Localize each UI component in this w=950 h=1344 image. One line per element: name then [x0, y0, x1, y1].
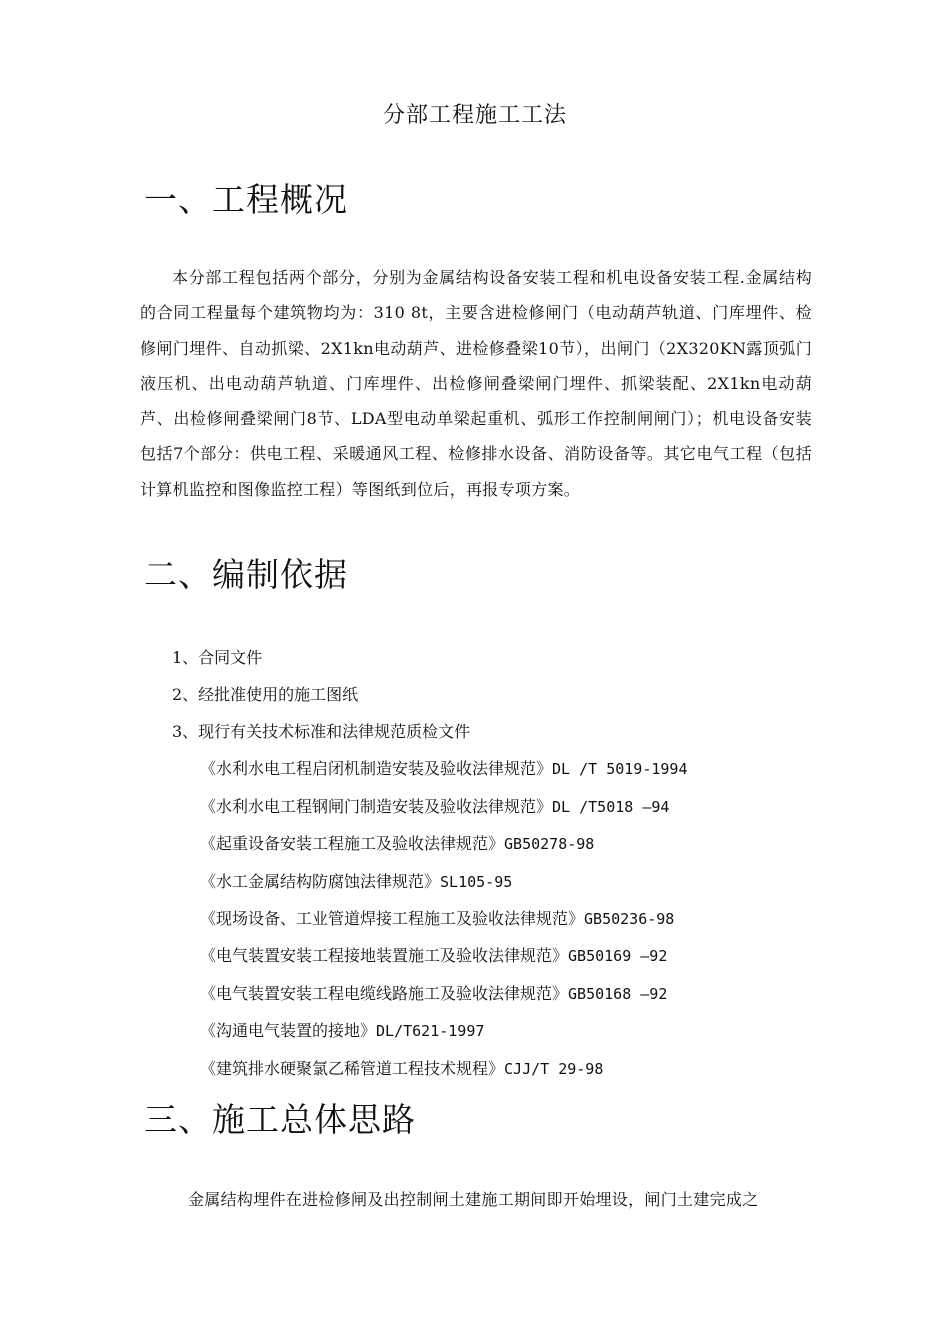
- reference-item: [200, 944, 667, 968]
- section-heading-approach: 三、施工总体思路: [144, 1100, 416, 1139]
- reference-item: [200, 795, 669, 819]
- basis-list-item: 3、现行有关技术标准和法律规范质检文件: [172, 722, 471, 741]
- reference-name: 《起重设备安装工程施工及验收法律规范》: [200, 834, 505, 853]
- reference-code: DL/T621-1997: [376, 1022, 485, 1040]
- reference-code: CJJ/T 29-98: [504, 1060, 604, 1078]
- reference-item: [200, 757, 687, 781]
- basis-list-item: 2、经批准使用的施工图纸: [172, 685, 359, 704]
- reference-code: GB50168 —92: [568, 985, 668, 1003]
- reference-item: [200, 870, 512, 894]
- reference-code: DL /T 5019-1994: [552, 760, 688, 778]
- reference-item: [200, 1057, 603, 1081]
- reference-name: 《水利水电工程启闭机制造安装及验收法律规范》: [200, 759, 553, 778]
- reference-code: GB50278-98: [504, 835, 595, 853]
- reference-item: [200, 1019, 484, 1043]
- reference-code: GB50169 —92: [568, 947, 668, 965]
- basis-list-item: 1、合同文件: [172, 648, 263, 667]
- reference-code: SL105-95: [440, 873, 513, 891]
- reference-item: [200, 832, 594, 856]
- approach-paragraph: 金属结构埋件在进检修闸及出控制闸土建施工期间即开始埋设，闸门土建完成之: [188, 1190, 759, 1209]
- reference-item: [200, 982, 667, 1006]
- document-title: 分部工程施工工法: [382, 103, 567, 128]
- reference-name: 《水利水电工程钢闸门制造安装及验收法律规范》: [200, 797, 553, 816]
- section-heading-basis: 二、编制依据: [144, 555, 348, 594]
- reference-code: GB50236-98: [584, 910, 675, 928]
- reference-name: 《电气装置安装工程电缆线路施工及验收法律规范》: [200, 984, 569, 1003]
- reference-code: DL /T5018 —94: [552, 798, 670, 816]
- reference-name: 《沟通电气装置的接地》: [200, 1021, 377, 1040]
- reference-item: [200, 907, 674, 931]
- reference-name: 《建筑排水硬聚氯乙稀管道工程技术规程》: [200, 1059, 505, 1078]
- reference-name: 《现场设备、工业管道焊接工程施工及验收法律规范》: [200, 909, 585, 928]
- reference-name: 《电气装置安装工程接地装置施工及验收法律规范》: [200, 946, 569, 965]
- overview-paragraph: 本分部工程包括两个部分，分别为金属结构设备安装工程和机电设备安装工程.金属结构的合同工程量每个建筑物均为：310 8t，主要含进检修闸门（电动葫芦轨道、门库埋件、检修闸门埋件、自动抓梁、2X1kn电动葫芦、进检修叠梁10节），出闸门（2X320KN露顶弧门液压机、出电动葫芦轨道、门库埋件、出检修闸叠梁闸门埋件、抓梁装配、2X1kn电动葫芦、出检修闸叠梁闸门8节、LDA型电动单梁起重机、弧形工作控制闸闸门）；机电设备安装包括7个部分：供电工程、采暖通风工程、检修排水设备、消防设备等。其它电气工程（包括计算机监控和图像监控工程）等图纸到位后，再报专项方案。: [140, 268, 812, 499]
- reference-name: 《水工金属结构防腐蚀法律规范》: [200, 872, 441, 891]
- section-heading-overview: 一、工程概况: [144, 180, 348, 219]
